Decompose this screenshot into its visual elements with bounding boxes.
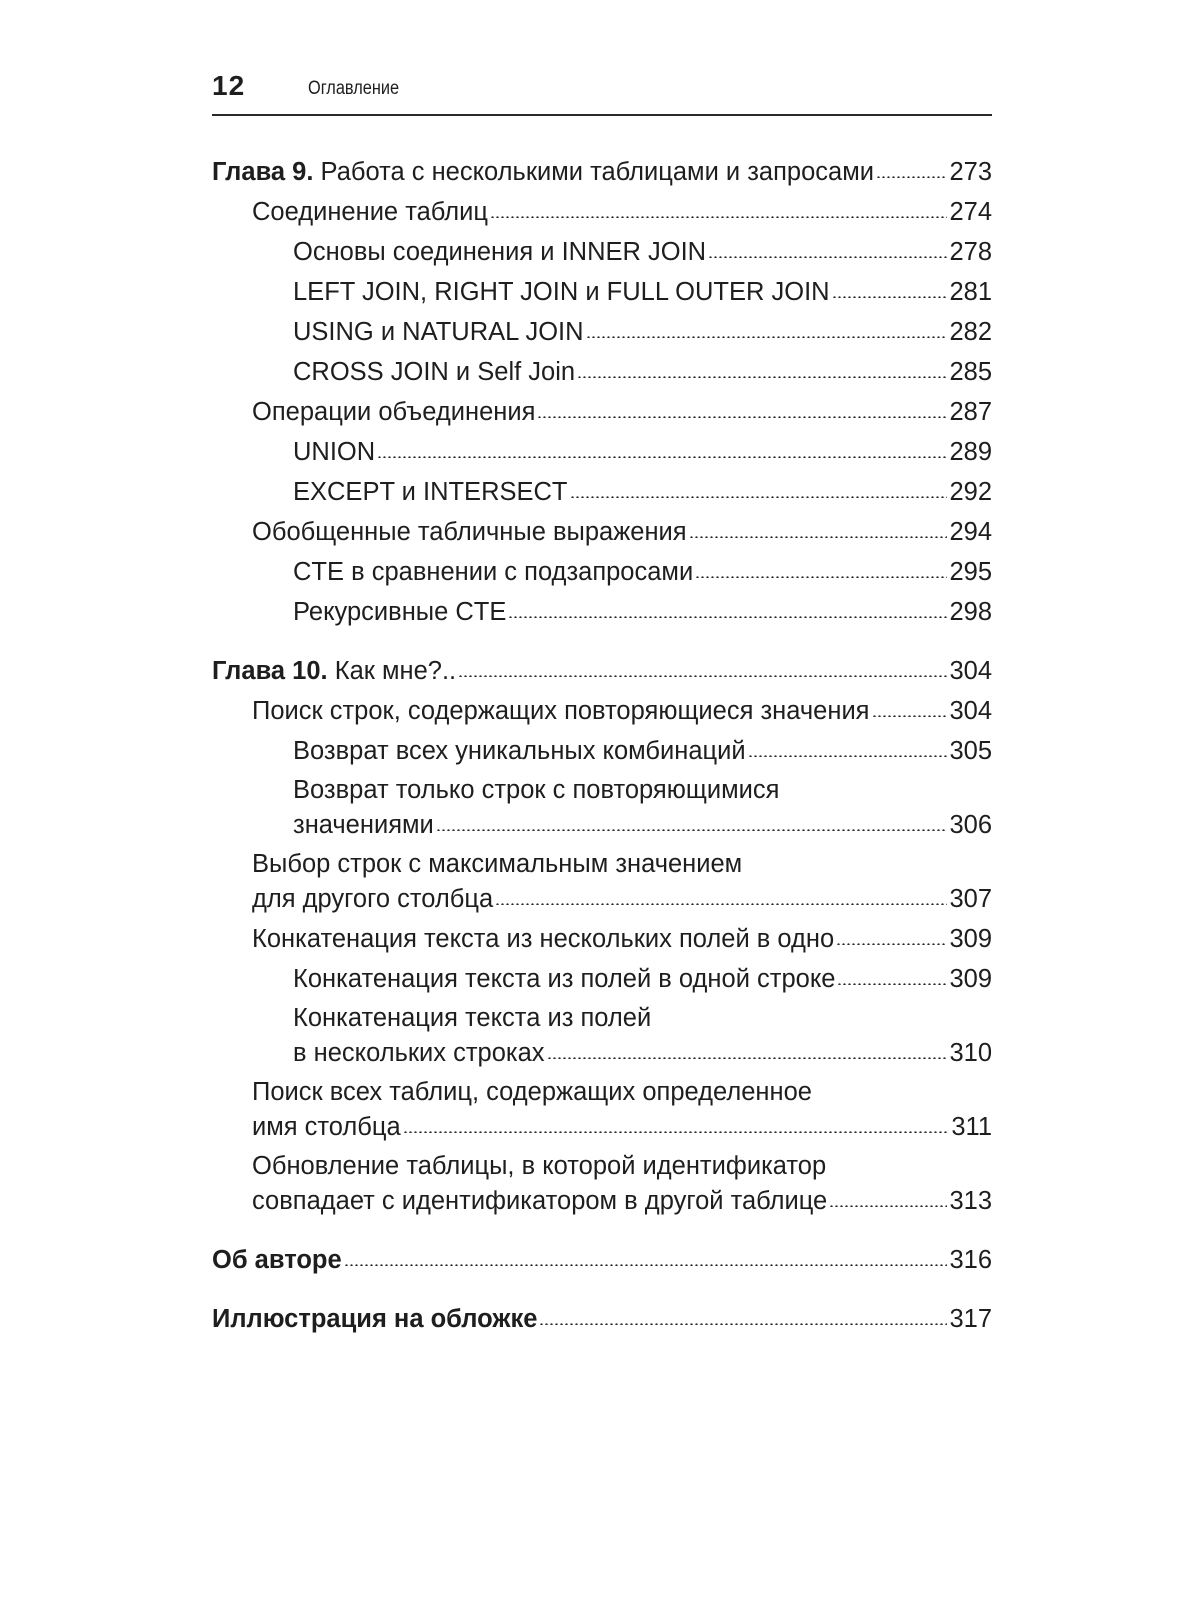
toc-entry-title: Конкатенация текста из полей в одной строке: [293, 965, 836, 993]
toc-page-number: 317: [949, 1305, 992, 1333]
toc-page-number: 294: [949, 518, 992, 546]
dot-leader: [577, 376, 947, 378]
toc-page-number: 310: [949, 1039, 992, 1067]
toc-entry-title: Операции объединения: [252, 398, 536, 426]
toc-page-number: 295: [949, 558, 992, 586]
toc-entry-title-line-2: для другого столбца: [252, 885, 494, 913]
toc-entry-title-line-2: совпадает с идентификатором в другой таблице: [252, 1187, 828, 1215]
toc-entry-title-line-1: Обновление таблицы, в которой идентификатор: [252, 1152, 827, 1180]
toc-entry-title: CROSS JOIN и Self Join: [293, 358, 576, 386]
toc-section-max-value: [212, 845, 992, 919]
chapter-label: Глава 9.: [212, 158, 314, 186]
toc-entry-title-line-1: Выбор строк с максимальным значением: [252, 850, 743, 878]
toc-page-number: 309: [949, 965, 992, 993]
toc-page-number: 305: [949, 737, 992, 765]
dot-leader: [570, 496, 948, 498]
dot-leader: [403, 1131, 950, 1133]
toc-chapter-10: [212, 651, 992, 691]
toc-page-number: 316: [949, 1246, 992, 1274]
toc-entry-title: Возврат всех уникальных комбинаций: [293, 737, 746, 765]
toc-entry-title: [212, 651, 456, 691]
toc-entry-title: UNION: [293, 438, 376, 466]
dot-leader: [748, 755, 948, 757]
toc-subsection-inner-join: [212, 232, 992, 272]
toc-page-number: 313: [949, 1187, 992, 1215]
toc-page-number: 304: [949, 657, 992, 685]
toc-entry-title: EXCEPT и INTERSECT: [293, 478, 568, 506]
toc-entry-title: Рекурсивные CTE: [293, 598, 507, 626]
toc-page-number: 307: [949, 885, 992, 913]
toc-section-cte: [212, 512, 992, 552]
toc-section-set-operations: [212, 392, 992, 432]
dot-leader: [689, 536, 948, 538]
toc-subsection-outer-join: [212, 272, 992, 312]
toc-page-number: 306: [949, 811, 992, 839]
dot-leader: [876, 176, 947, 178]
toc-page-number: 274: [949, 198, 992, 226]
chapter-label: Глава 10.: [212, 657, 328, 685]
toc-entry-title: Конкатенация текста из нескольких полей в одно: [252, 925, 835, 953]
toc-page-number: 278: [949, 238, 992, 266]
chapter-title: Работа с несколькими таблицами и запросами: [313, 158, 874, 186]
toc-chapter-9: [212, 152, 992, 192]
toc-subsection-union: [212, 432, 992, 472]
dot-leader: [377, 456, 947, 458]
running-title: Оглавление: [308, 78, 400, 99]
toc-cover-illustration: [212, 1299, 992, 1339]
toc-subsection-except: [212, 472, 992, 512]
toc-section-find-tables: [212, 1073, 992, 1147]
table-of-contents: [212, 152, 992, 1339]
toc-entry-title: Соединение таблиц: [252, 198, 488, 226]
dot-leader: [508, 616, 947, 618]
dot-leader: [458, 675, 947, 677]
toc-section-find-duplicates: [212, 691, 992, 731]
toc-entry-title-line-2: значениями: [293, 811, 434, 839]
dot-leader: [490, 216, 947, 218]
dot-leader: [547, 1057, 948, 1059]
toc-subsection-using: [212, 312, 992, 352]
toc-page-number: 273: [949, 158, 992, 186]
toc-about-author: [212, 1240, 992, 1280]
toc-entry-title: Об авторе: [212, 1246, 342, 1274]
toc-entry-title-line-1: Конкатенация текста из полей: [293, 1004, 652, 1032]
toc-section-joins: [212, 192, 992, 232]
toc-page-number: 311: [951, 1113, 992, 1141]
toc-page-number: 292: [949, 478, 992, 506]
dot-leader: [708, 256, 947, 258]
dot-leader: [344, 1264, 948, 1266]
toc-entry-title: Иллюстрация на обложке: [212, 1305, 538, 1333]
toc-page-number: 289: [949, 438, 992, 466]
toc-entry-title: USING и NATURAL JOIN: [293, 318, 584, 346]
toc-subsection-recursive-cte: [212, 592, 992, 632]
dot-leader: [495, 903, 947, 905]
chapter-title: Как мне?..: [327, 657, 457, 685]
toc-entry-title: Обобщенные табличные выражения: [252, 518, 687, 546]
toc-subsection-unique-combinations: [212, 731, 992, 771]
dot-leader: [537, 416, 947, 418]
dot-leader: [436, 829, 948, 831]
toc-page-number: 309: [949, 925, 992, 953]
toc-entry-title-line-1: Поиск всех таблиц, содержащих определенное: [252, 1078, 812, 1106]
toc-subsection-concat-one-row: [212, 959, 992, 999]
toc-entry-title: Основы соединения и INNER JOIN: [293, 238, 707, 266]
dot-leader: [872, 715, 948, 717]
toc-section-update-table: [212, 1147, 992, 1221]
dot-leader: [837, 983, 947, 985]
toc-entry-title: [212, 152, 874, 192]
toc-entry-title-line-2: имя столбца: [252, 1113, 401, 1141]
toc-section-concatenation: [212, 919, 992, 959]
toc-subsection-only-duplicates: [212, 771, 992, 845]
toc-entry-title-line-2: в нескольких строках: [293, 1039, 545, 1067]
dot-leader: [539, 1323, 947, 1325]
dot-leader: [832, 296, 948, 298]
toc-entry-title: LEFT JOIN, RIGHT JOIN и FULL OUTER JOIN: [293, 278, 830, 306]
page-number: 12: [212, 70, 246, 101]
dot-leader: [829, 1205, 947, 1207]
page-header: [212, 66, 992, 116]
toc-entry-title: Поиск строк, содержащих повторяющиеся значения: [252, 697, 870, 725]
dot-leader: [586, 336, 948, 338]
toc-subsection-cte-vs-subqueries: [212, 552, 992, 592]
toc-page-number: 282: [949, 318, 992, 346]
toc-page-number: 298: [949, 598, 992, 626]
dot-leader: [695, 576, 947, 578]
toc-entry-title-line-1: Возврат только строк с повторяющимися: [293, 776, 780, 804]
toc-page-number: 281: [949, 278, 992, 306]
toc-subsection-cross-join: [212, 352, 992, 392]
toc-entry-title: CTE в сравнении с подзапросами: [293, 558, 694, 586]
toc-page-number: 285: [949, 358, 992, 386]
toc-page-number: 287: [949, 398, 992, 426]
dot-leader: [836, 943, 947, 945]
toc-subsection-concat-many-rows: [212, 999, 992, 1073]
toc-page-number: 304: [949, 697, 992, 725]
